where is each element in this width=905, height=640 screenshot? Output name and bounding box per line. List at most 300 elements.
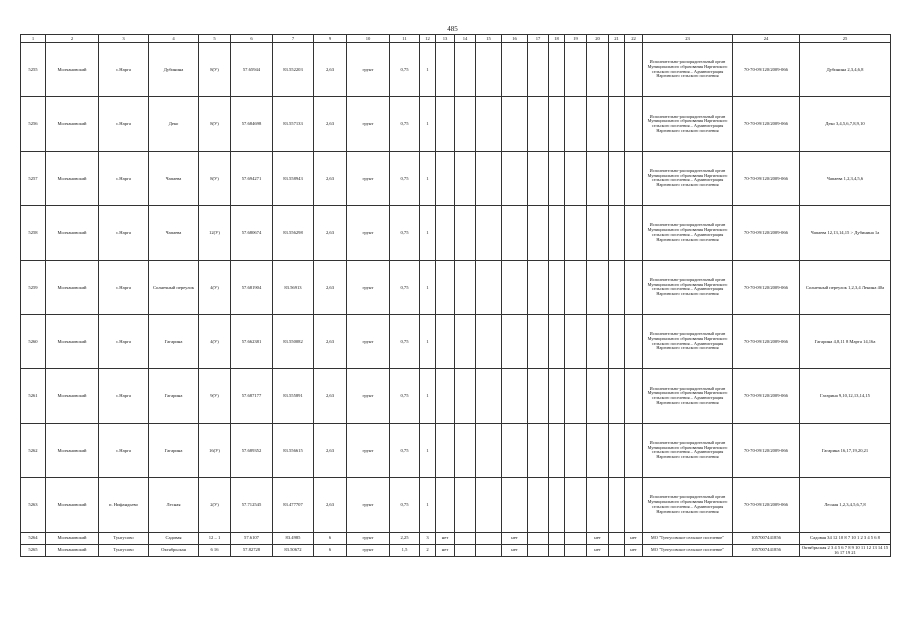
settlement-cell: Тунгусово <box>99 544 149 556</box>
street-cell: Садовая <box>149 532 199 544</box>
col-18-cell <box>549 532 565 544</box>
surface-cell: грунт <box>347 260 390 314</box>
col-16-cell <box>502 151 528 205</box>
container-count-cell: 1 <box>420 43 436 97</box>
col-15-cell <box>476 206 502 260</box>
district-cell: Молчановский <box>46 97 99 151</box>
col-14-cell <box>455 544 476 556</box>
col-22-cell: нет <box>625 544 643 556</box>
surface-cell: грунт <box>347 544 390 556</box>
surface-cell: грунт <box>347 314 390 368</box>
column-header: 17 <box>528 35 549 43</box>
col-21-cell <box>609 314 625 368</box>
col-22-cell <box>625 97 643 151</box>
longitude-cell: 83.552203 <box>273 43 314 97</box>
served-addresses-cell: Гагарина 9,10,12,13,14,15 <box>800 369 891 423</box>
col-13-cell: нет <box>436 544 455 556</box>
col-17-cell <box>528 97 549 151</box>
col-22-cell <box>625 260 643 314</box>
col-20-cell <box>587 206 609 260</box>
street-cell: Солнечный переулок <box>149 260 199 314</box>
street-cell: Октябрьская <box>149 544 199 556</box>
col-13-cell <box>436 260 455 314</box>
col-19-cell <box>565 532 587 544</box>
registry-number-cell: 70-70-09/120/2009-066 <box>733 423 800 477</box>
col-22-cell <box>625 478 643 532</box>
area-cell: 2,63 <box>314 423 347 477</box>
col-20-cell <box>587 260 609 314</box>
col-20-cell <box>587 43 609 97</box>
registry-number-cell: 70-70-09/120/2009-066 <box>733 314 800 368</box>
column-header: 16 <box>502 35 528 43</box>
volume-cell: 0,75 <box>390 314 420 368</box>
area-cell: 2,63 <box>314 314 347 368</box>
table-row <box>21 206 891 260</box>
owner-org-cell: Исполнительно-распорядительный орган Муниципального образования Наргинского сельского поселения – Администрация Наргинского сельского поселения <box>643 97 733 151</box>
volume-cell: 0,75 <box>390 260 420 314</box>
column-header: 19 <box>565 35 587 43</box>
col-16-cell <box>502 206 528 260</box>
col-15-cell <box>476 97 502 151</box>
table-row <box>21 544 891 556</box>
district-cell: Молчановский <box>46 151 99 205</box>
col-13-cell <box>436 478 455 532</box>
district-cell: Молчановский <box>46 369 99 423</box>
area-cell: 6 <box>314 532 347 544</box>
container-count-cell: 1 <box>420 369 436 423</box>
header-row <box>21 35 891 43</box>
column-header: 23 <box>643 35 733 43</box>
col-14-cell <box>455 206 476 260</box>
area-cell: 2,63 <box>314 260 347 314</box>
table-row <box>21 532 891 544</box>
served-addresses-cell: Октябрьская 2 3 4 5 6 7 8 9 10 11 12 13 14 15 16 17 19 21 <box>800 544 891 556</box>
col-20-cell <box>587 478 609 532</box>
col-17-cell <box>528 369 549 423</box>
col-21-cell <box>609 151 625 205</box>
column-header: 9 <box>314 35 347 43</box>
col-15-cell <box>476 478 502 532</box>
column-header: 14 <box>455 35 476 43</box>
col-21-cell <box>609 532 625 544</box>
surface-cell: грунт <box>347 423 390 477</box>
col-15-cell <box>476 369 502 423</box>
owner-org-cell: Исполнительно-распорядительный орган Муниципального образования Наргинского сельского поселения – Администрация Наргинского сельского поселения <box>643 206 733 260</box>
col-14-cell <box>455 478 476 532</box>
surface-cell: грунт <box>347 206 390 260</box>
col-14-cell <box>455 369 476 423</box>
served-addresses-cell: Гагарина 16,17,19,20,21 <box>800 423 891 477</box>
col-22-cell <box>625 43 643 97</box>
col-18-cell <box>549 478 565 532</box>
col-17-cell <box>528 260 549 314</box>
col-14-cell <box>455 314 476 368</box>
column-header: 22 <box>625 35 643 43</box>
column-header: 10 <box>347 35 390 43</box>
table-body <box>21 43 891 557</box>
col-16-cell <box>502 314 528 368</box>
settlement-cell: с.Нарга <box>99 43 149 97</box>
longitude-cell: 83.50672 <box>273 544 314 556</box>
longitude-cell: 83.558943 <box>273 151 314 205</box>
col-21-cell <box>609 544 625 556</box>
col-13-cell: нет <box>436 532 455 544</box>
col-16-cell <box>502 43 528 97</box>
volume-cell: 0,75 <box>390 151 420 205</box>
container-count-cell: 1 <box>420 478 436 532</box>
column-header: 7 <box>273 35 314 43</box>
container-count-cell: 1 <box>420 260 436 314</box>
col-14-cell <box>455 532 476 544</box>
street-cell: Гагарина <box>149 314 199 368</box>
location-cell: 8(У) <box>199 151 231 205</box>
location-cell: 2(У) <box>199 478 231 532</box>
latitude-cell: 57.684698 <box>231 97 273 151</box>
surface-cell: грунт <box>347 151 390 205</box>
col-17-cell <box>528 206 549 260</box>
col-14-cell <box>455 423 476 477</box>
col-13-cell <box>436 423 455 477</box>
longitude-cell: 83.477707 <box>273 478 314 532</box>
settlement-cell: с.Нарга <box>99 314 149 368</box>
served-addresses-cell: Солнечный переулок 1,2,3,4 Ленина 40а <box>800 260 891 314</box>
col-22-cell <box>625 423 643 477</box>
col-18-cell <box>549 369 565 423</box>
district-cell: Молчановский <box>46 478 99 532</box>
owner-org-cell: Исполнительно-распорядительный орган Муниципального образования Наргинского сельского поселения – Администрация Наргинского сельского поселения <box>643 151 733 205</box>
longitude-cell: 83.56913 <box>273 260 314 314</box>
district-cell: Молчановский <box>46 260 99 314</box>
col-15-cell <box>476 43 502 97</box>
col-21-cell <box>609 478 625 532</box>
registry-number-cell: 70-70-09/120/2009-066 <box>733 43 800 97</box>
container-count-cell: 1 <box>420 206 436 260</box>
owner-org-cell: МО "Тунгусовское сельское поселение" <box>643 532 733 544</box>
registry-number-cell: 70-70-09/120/2009-066 <box>733 97 800 151</box>
col-20-cell <box>587 97 609 151</box>
col-13-cell <box>436 369 455 423</box>
column-header: 21 <box>609 35 625 43</box>
area-cell: 2,63 <box>314 43 347 97</box>
table-row <box>21 314 891 368</box>
column-header: 4 <box>149 35 199 43</box>
table-row <box>21 260 891 314</box>
owner-org-cell: Исполнительно-распорядительный орган Муниципального образования Наргинского сельского поселения – Администрация Наргинского сельского поселения <box>643 260 733 314</box>
col-18-cell <box>549 206 565 260</box>
owner-org-cell: Исполнительно-распорядительный орган Муниципального образования Наргинского сельского поселения – Администрация Наргинского сельского поселения <box>643 369 733 423</box>
settlement-cell: с.Нарга <box>99 260 149 314</box>
location-cell: 4(У) <box>199 260 231 314</box>
record-number: 5264 <box>21 532 46 544</box>
column-header: 1 <box>21 35 46 43</box>
col-15-cell <box>476 423 502 477</box>
col-18-cell <box>549 544 565 556</box>
settlement-cell: Тунгусово <box>99 532 149 544</box>
container-count-cell: 1 <box>420 314 436 368</box>
latitude-cell: 57.65944 <box>231 43 273 97</box>
col-20-cell: нет <box>587 544 609 556</box>
location-cell: 16(У) <box>199 423 231 477</box>
owner-org-cell: Исполнительно-распорядительный орган Муниципального образования Наргинского сельского поселения – Администрация Наргинского сельского поселения <box>643 478 733 532</box>
record-number: 5255 <box>21 43 46 97</box>
district-cell: Молчановский <box>46 206 99 260</box>
registry-number-cell: 1057007441856 <box>733 532 800 544</box>
column-header: 25 <box>800 35 891 43</box>
area-cell: 2,63 <box>314 478 347 532</box>
surface-cell: грунт <box>347 369 390 423</box>
longitude-cell: 83.556298 <box>273 206 314 260</box>
col-21-cell <box>609 43 625 97</box>
registry-number-cell: 70-70-09/120/2009-066 <box>733 478 800 532</box>
container-count-cell: 2 <box>420 544 436 556</box>
table-row <box>21 97 891 151</box>
area-cell: 2,63 <box>314 97 347 151</box>
col-18-cell <box>549 260 565 314</box>
latitude-cell: 57.6107 <box>231 532 273 544</box>
surface-cell: грунт <box>347 43 390 97</box>
owner-org-cell: Исполнительно-распорядительный орган Муниципального образования Наргинского сельского поселения – Администрация Наргинского сельского поселения <box>643 423 733 477</box>
location-cell: 12 – 1 <box>199 532 231 544</box>
column-header: 18 <box>549 35 565 43</box>
served-addresses-cell: Чапаева 12,13,14,15 > Дубинина 1а <box>800 206 891 260</box>
location-cell: 9(У) <box>199 369 231 423</box>
location-cell: 8(У) <box>199 43 231 97</box>
col-17-cell <box>528 544 549 556</box>
settlement-cell: с.Нарга <box>99 151 149 205</box>
col-17-cell <box>528 532 549 544</box>
column-header: 3 <box>99 35 149 43</box>
latitude-cell: 57.680674 <box>231 206 273 260</box>
column-header: 13 <box>436 35 455 43</box>
column-header: 6 <box>231 35 273 43</box>
owner-org-cell: Исполнительно-распорядительный орган Муниципального образования Наргинского сельского поселения – Администрация Наргинского сельского поселения <box>643 43 733 97</box>
surface-cell: грунт <box>347 97 390 151</box>
registry-number-cell: 70-70-09/120/2009-066 <box>733 369 800 423</box>
col-13-cell <box>436 314 455 368</box>
col-22-cell <box>625 151 643 205</box>
settlement-cell: с.Нарга <box>99 423 149 477</box>
longitude-cell: 83.4985 <box>273 532 314 544</box>
col-16-cell <box>502 478 528 532</box>
district-cell: Молчановский <box>46 532 99 544</box>
latitude-cell: 57.681904 <box>231 260 273 314</box>
col-22-cell <box>625 369 643 423</box>
latitude-cell: 57.712545 <box>231 478 273 532</box>
page-number: 485 <box>447 25 458 33</box>
record-number: 5256 <box>21 97 46 151</box>
col-19-cell <box>565 423 587 477</box>
volume-cell: 0,75 <box>390 97 420 151</box>
area-cell: 2,63 <box>314 206 347 260</box>
latitude-cell: 57.687177 <box>231 369 273 423</box>
col-22-cell <box>625 206 643 260</box>
location-cell: 12(У) <box>199 206 231 260</box>
col-21-cell <box>609 206 625 260</box>
col-19-cell <box>565 206 587 260</box>
area-cell: 2,63 <box>314 151 347 205</box>
col-19-cell <box>565 97 587 151</box>
col-13-cell <box>436 206 455 260</box>
table-row <box>21 43 891 97</box>
col-17-cell <box>528 151 549 205</box>
col-20-cell: нет <box>587 532 609 544</box>
location-cell: 4(У) <box>199 314 231 368</box>
longitude-cell: 83.550082 <box>273 314 314 368</box>
longitude-cell: 83.557133 <box>273 97 314 151</box>
col-21-cell <box>609 97 625 151</box>
location-cell: 6 16 <box>199 544 231 556</box>
col-18-cell <box>549 314 565 368</box>
col-17-cell <box>528 423 549 477</box>
col-21-cell <box>609 423 625 477</box>
col-20-cell <box>587 151 609 205</box>
latitude-cell: 57.82728 <box>231 544 273 556</box>
col-17-cell <box>528 478 549 532</box>
registry-number-cell: 70-70-09/120/2009-066 <box>733 206 800 260</box>
col-14-cell <box>455 97 476 151</box>
col-20-cell <box>587 423 609 477</box>
col-22-cell: нет <box>625 532 643 544</box>
container-count-cell: 3 <box>420 532 436 544</box>
record-number: 5262 <box>21 423 46 477</box>
street-cell: Дубинина <box>149 43 199 97</box>
street-cell: Гагарина <box>149 423 199 477</box>
street-cell: Деко <box>149 97 199 151</box>
surface-cell: грунт <box>347 478 390 532</box>
col-13-cell <box>436 97 455 151</box>
volume-cell: 0,75 <box>390 206 420 260</box>
col-20-cell <box>587 314 609 368</box>
area-cell: 6 <box>314 544 347 556</box>
col-15-cell <box>476 532 502 544</box>
table-row <box>21 478 891 532</box>
table-row <box>21 151 891 205</box>
col-19-cell <box>565 151 587 205</box>
registry-number-cell: 70-70-09/120/2009-066 <box>733 151 800 205</box>
surface-cell: грунт <box>347 532 390 544</box>
column-header: 12 <box>420 35 436 43</box>
record-number: 5257 <box>21 151 46 205</box>
volume-cell: 0,75 <box>390 43 420 97</box>
record-number: 5260 <box>21 314 46 368</box>
col-18-cell <box>549 151 565 205</box>
col-21-cell <box>609 260 625 314</box>
longitude-cell: 83.555891 <box>273 369 314 423</box>
column-header: 24 <box>733 35 800 43</box>
col-21-cell <box>609 369 625 423</box>
district-cell: Молчановский <box>46 43 99 97</box>
col-14-cell <box>455 43 476 97</box>
latitude-cell: 57.662381 <box>231 314 273 368</box>
col-18-cell <box>549 43 565 97</box>
table-row <box>21 423 891 477</box>
record-number: 5259 <box>21 260 46 314</box>
street-cell: Гагарина <box>149 369 199 423</box>
col-19-cell <box>565 314 587 368</box>
volume-cell: 1,5 <box>390 544 420 556</box>
served-addresses-cell: Гагарина 4,8,11 8 Марта 14,16а <box>800 314 891 368</box>
col-15-cell <box>476 260 502 314</box>
column-header: 20 <box>587 35 609 43</box>
served-addresses-cell: Садовая 34 12 10 8 7 10 1 2 3 4 5 6 8 <box>800 532 891 544</box>
record-number: 5265 <box>21 544 46 556</box>
longitude-cell: 83.556615 <box>273 423 314 477</box>
street-cell: Лесная <box>149 478 199 532</box>
col-19-cell <box>565 369 587 423</box>
column-header: 11 <box>390 35 420 43</box>
owner-org-cell: МО "Тунгусовское сельское поселение" <box>643 544 733 556</box>
owner-org-cell: Исполнительно-распорядительный орган Муниципального образования Наргинского сельского поселения – Администрация Наргинского сельского поселения <box>643 314 733 368</box>
register-table <box>20 34 891 557</box>
district-cell: Молчановский <box>46 314 99 368</box>
table-row <box>21 369 891 423</box>
settlement-cell: с.Нарга <box>99 206 149 260</box>
col-19-cell <box>565 478 587 532</box>
col-22-cell <box>625 314 643 368</box>
container-count-cell: 1 <box>420 423 436 477</box>
col-15-cell <box>476 151 502 205</box>
served-addresses-cell: Лесная 1,2,3,4,5,6,7,8 <box>800 478 891 532</box>
volume-cell: 0,75 <box>390 423 420 477</box>
col-19-cell <box>565 544 587 556</box>
record-number: 5261 <box>21 369 46 423</box>
registry-number-cell: 1057007441856 <box>733 544 800 556</box>
col-20-cell <box>587 369 609 423</box>
col-15-cell <box>476 314 502 368</box>
settlement-cell: с.Нарга <box>99 97 149 151</box>
location-cell: 8(У) <box>199 97 231 151</box>
street-cell: Чапаева <box>149 151 199 205</box>
column-header: 2 <box>46 35 99 43</box>
settlement-cell: с.Нарга <box>99 369 149 423</box>
col-18-cell <box>549 97 565 151</box>
settlement-cell: п. Нифандьево <box>99 478 149 532</box>
col-19-cell <box>565 260 587 314</box>
col-19-cell <box>565 43 587 97</box>
record-number: 5263 <box>21 478 46 532</box>
district-cell: Молчановский <box>46 544 99 556</box>
col-17-cell <box>528 314 549 368</box>
col-13-cell <box>436 151 455 205</box>
col-16-cell <box>502 260 528 314</box>
col-16-cell <box>502 97 528 151</box>
column-header: 5 <box>199 35 231 43</box>
col-13-cell <box>436 43 455 97</box>
served-addresses-cell: Чапаева 1,2,3,4,5,6 <box>800 151 891 205</box>
container-count-cell: 1 <box>420 97 436 151</box>
col-17-cell <box>528 43 549 97</box>
served-addresses-cell: Дубинина 2,3,4,6,8 <box>800 43 891 97</box>
volume-cell: 2,25 <box>390 532 420 544</box>
record-number: 5258 <box>21 206 46 260</box>
latitude-cell: 57.689352 <box>231 423 273 477</box>
col-16-cell: нет <box>502 544 528 556</box>
volume-cell: 0,75 <box>390 369 420 423</box>
col-16-cell <box>502 369 528 423</box>
registry-number-cell: 70-70-09/120/2009-066 <box>733 260 800 314</box>
col-18-cell <box>549 423 565 477</box>
column-header: 15 <box>476 35 502 43</box>
latitude-cell: 57.694271 <box>231 151 273 205</box>
col-16-cell: нет <box>502 532 528 544</box>
col-14-cell <box>455 260 476 314</box>
district-cell: Молчановский <box>46 423 99 477</box>
volume-cell: 0,75 <box>390 478 420 532</box>
col-15-cell <box>476 544 502 556</box>
container-count-cell: 1 <box>420 151 436 205</box>
col-16-cell <box>502 423 528 477</box>
col-14-cell <box>455 151 476 205</box>
